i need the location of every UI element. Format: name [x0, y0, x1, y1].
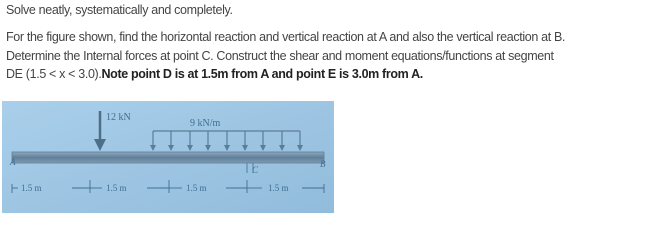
point-c-label: C	[252, 165, 259, 175]
problem-line-2: Determine the Internal forces at point C. Construct the shear and moment equations/functions at segment	[6, 48, 554, 63]
span-label-1: 1.5 m	[21, 183, 42, 193]
point-load-label: 12 kN	[106, 112, 131, 123]
note-text: Note point D is at 1.5m from A and point E is 3.0m from A.	[101, 67, 423, 81]
span-label-3: 1.5 m	[186, 183, 207, 193]
span-label-4: 1.5 m	[268, 183, 289, 193]
span-label-2: 1.5 m	[106, 183, 127, 193]
problem-line-1: For the figure shown, find the horizontal reaction and vertical reaction at A and also the vertical reaction at B.	[6, 30, 566, 44]
beam-figure	[2, 101, 334, 213]
problem-line-3	[6, 65, 648, 84]
problem-statement	[6, 28, 648, 84]
segment-range-text: DE (1.5 < x < 3.0).	[6, 67, 102, 81]
support-b-label: B	[320, 159, 326, 169]
beam	[12, 152, 324, 163]
instruction-text: Solve neatly, systematically and completely.	[6, 3, 233, 17]
beam-diagram	[2, 101, 334, 213]
distributed-load-label: 9 kN/m	[190, 118, 221, 129]
support-a-label: A	[10, 157, 16, 167]
